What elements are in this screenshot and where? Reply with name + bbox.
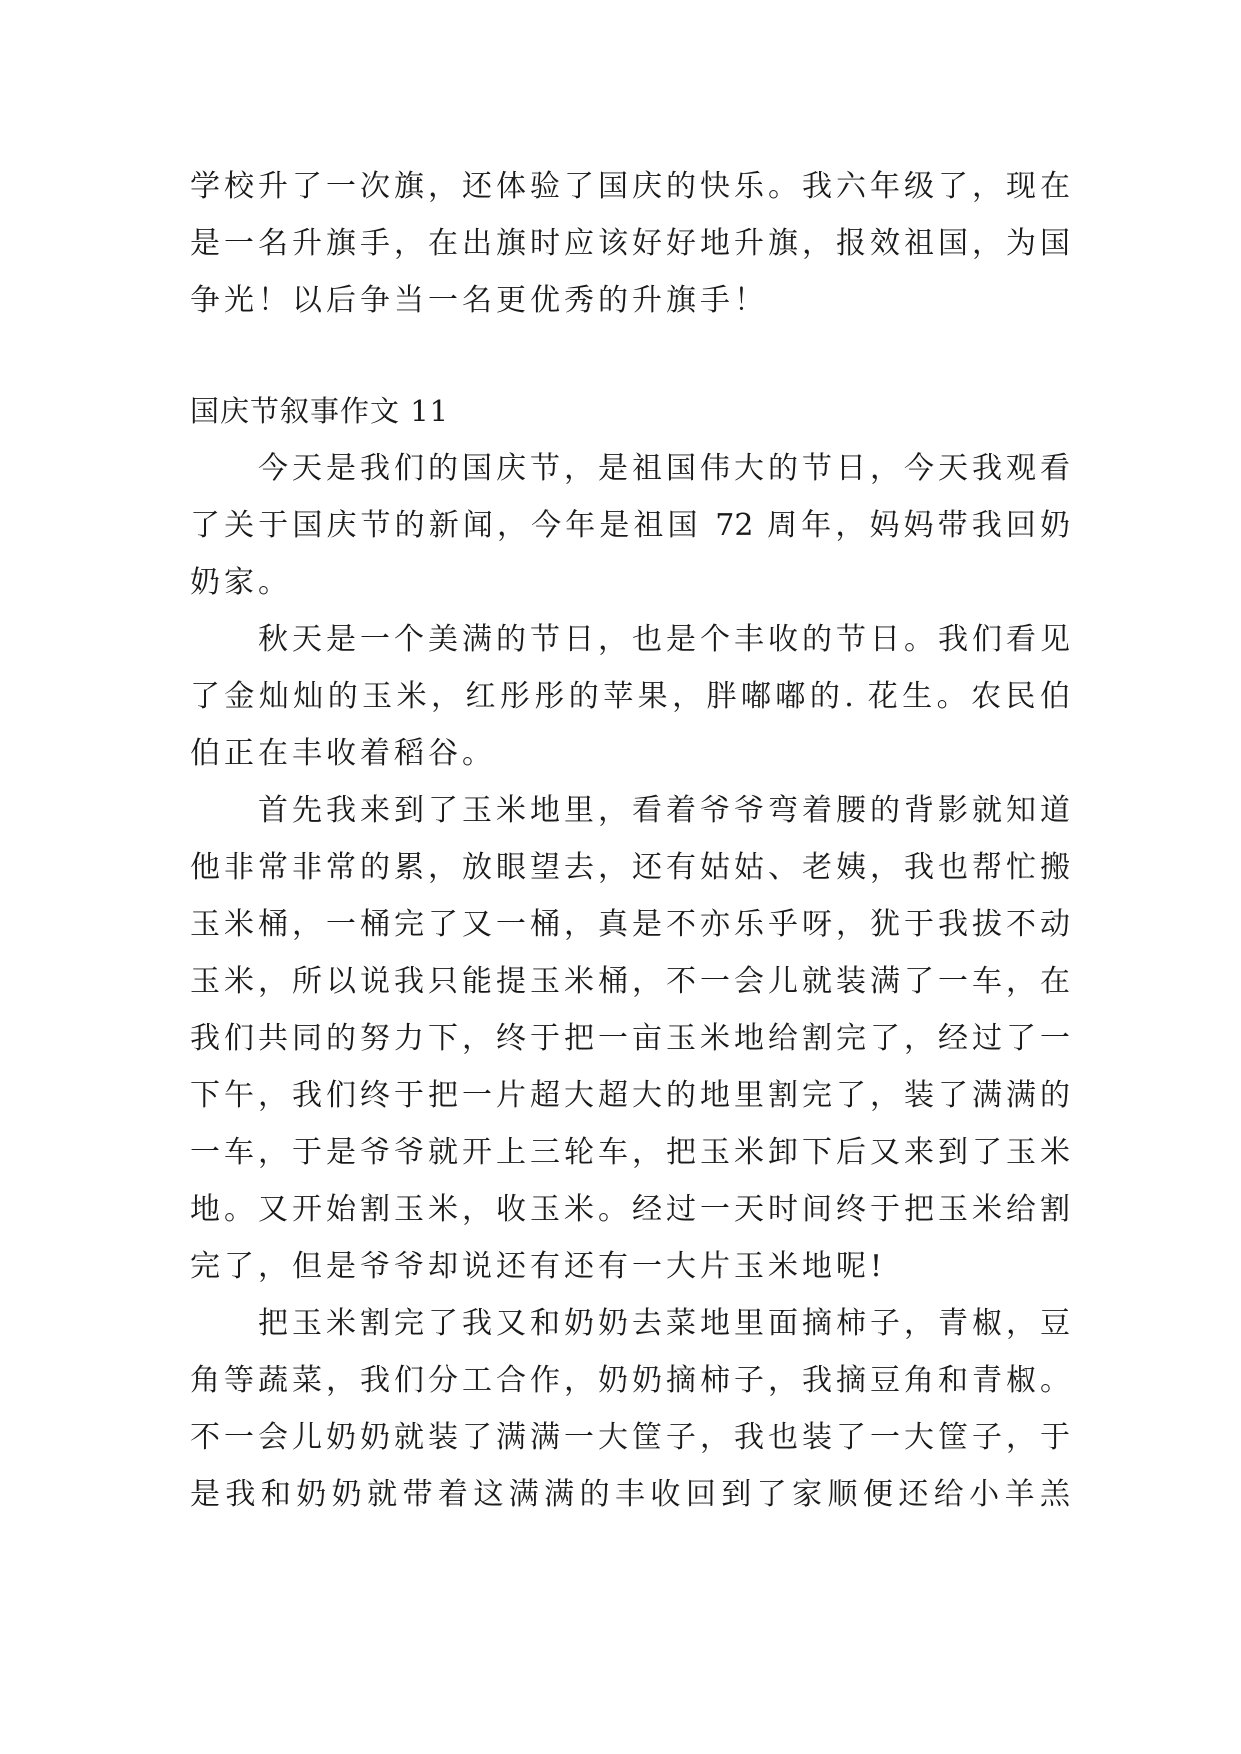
text-line: 地。又开始割玉米，收玉米。经过一天时间终于把玉米给割 [190, 1192, 1070, 1227]
text-line: 玉米，所以说我只能提玉米桶，不一会儿就装满了一车，在 [190, 964, 1070, 999]
text-line: 完了，但是爷爷却说还有还有一大片玉米地呢! [190, 1249, 887, 1284]
paragraph [190, 440, 1070, 611]
text-line: 首先我来到了玉米地里，看着爷爷弯着腰的背影就知道 [258, 793, 1070, 828]
text-line: 伯正在丰收着稻谷。 [190, 736, 496, 771]
text-line: 是我和奶奶就带着这满满的丰收回到了家顺便还给小羊羔 [190, 1477, 1070, 1512]
text-line: 下午，我们终于把一片超大超大的地里割完了，装了满满的 [190, 1078, 1070, 1113]
text-line: 争光！以后争当一名更优秀的升旗手！ [190, 283, 768, 318]
document-body [190, 158, 1070, 1523]
text-line: 把玉米割完了我又和奶奶去菜地里面摘柿子，青椒，豆 [258, 1306, 1070, 1341]
paragraph [190, 611, 1070, 782]
text-line: 了关于国庆节的新闻，今年是祖国 72 周年，妈妈带我回奶 [190, 508, 1070, 543]
intro-paragraph [190, 158, 1070, 329]
paragraph [190, 1295, 1070, 1523]
paragraph-spacer [190, 329, 1070, 383]
text-line: 一车，于是爷爷就开上三轮车，把玉米卸下后又来到了玉米 [190, 1135, 1070, 1170]
text-line: 奶家。 [190, 565, 292, 600]
text-line: 角等蔬菜，我们分工合作，奶奶摘柿子，我摘豆角和青椒。 [190, 1363, 1070, 1398]
text-line: 玉米桶，一桶完了又一桶，真是不亦乐乎呀，犹于我拔不动 [190, 907, 1070, 942]
section-title: 国庆节叙事作文 11 [190, 394, 450, 428]
text-line: 是一名升旗手，在出旗时应该好好地升旗，报效祖国，为国 [190, 226, 1070, 261]
text-line: 秋天是一个美满的节日，也是个丰收的节日。我们看见 [258, 622, 1070, 657]
text-line: 他非常非常的累，放眼望去，还有姑姑、老姨，我也帮忙搬 [190, 850, 1070, 885]
text-line: 我们共同的努力下，终于把一亩玉米地给割完了，经过了一 [190, 1021, 1070, 1056]
text-line: 今天是我们的国庆节，是祖国伟大的节日，今天我观看 [258, 451, 1070, 486]
paragraph [190, 782, 1070, 1295]
text-line: 学校升了一次旗，还体验了国庆的快乐。我六年级了，现在 [190, 169, 1070, 204]
text-line: 了金灿灿的玉米，红彤彤的苹果，胖嘟嘟的. 花生。农民伯 [190, 679, 1070, 714]
text-line: 不一会儿奶奶就装了满满一大筐子，我也装了一大筐子，于 [190, 1420, 1070, 1455]
